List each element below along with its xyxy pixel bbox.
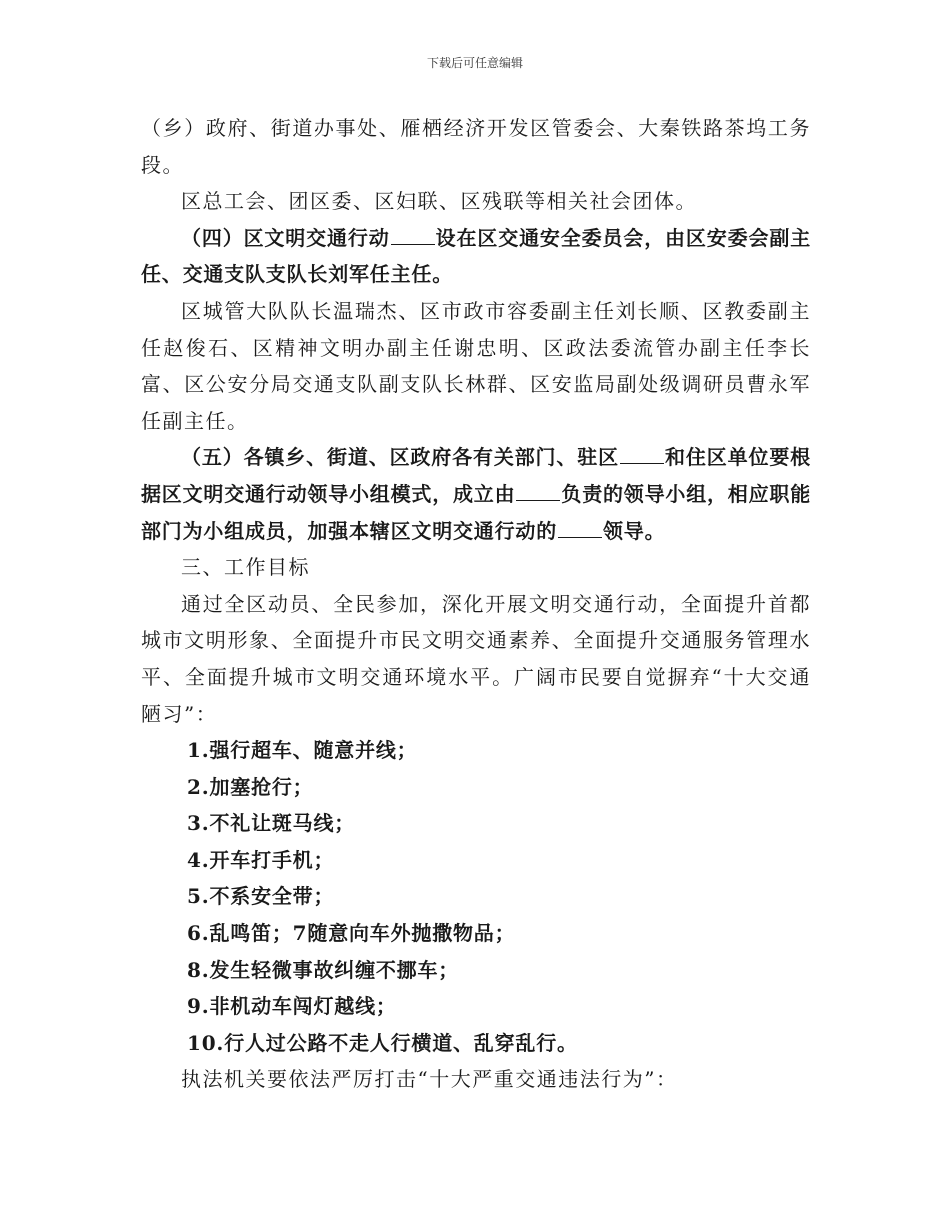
paragraph-goals: 通过全区动员、全民参加，深化开展文明交通行动，全面提升首都城市文明形象、全面提升市民文明交通素养、全面提升交通服务管理水平、全面提升城市文明交通环境水平。广阔市民要自觉摒弃“十大交通陋习”： [141,591,811,726]
section-title-goals: 三、工作目标 [181,555,310,580]
paragraph-section-four [141,220,811,293]
list-item: 1.强行超车、随意并线； [187,738,418,763]
blank-underline [620,445,664,464]
list-item: 5.不系安全带； [187,884,335,909]
section-five-part-d: 领导。 [603,518,666,543]
list-item: 8.发生轻微事故纠缠不挪车； [187,957,460,982]
section-four-lead: （四）区文明交通行动 [181,225,390,250]
paragraph-enforcement: 执法机关要依法严厉打击“十大严重交通违法行为”： [181,1067,678,1092]
list-item: 2.加塞抢行； [187,774,314,799]
document-body [141,110,811,1098]
paragraph-deputy-directors: 区城管大队队长温瑞杰、区市政市容委副主任刘长顺、区教委副主任赵俊石、区精神文明办副主任谢忠明、区政法委流管办副主任李长富、区公安分局交通支队副支队长林群、区安监局副处级调研员曹永军任副主任。 [141,298,811,433]
list-item: 9.非机动车闯灯越线； [187,994,397,1019]
paragraph-social-groups: 区总工会、团区委、区妇联、区残联等相关社会团体。 [181,189,697,214]
list-item: 6.乱鸣笛；7随意向车外抛撒物品； [187,921,516,946]
paragraph-section-five [141,439,811,549]
list-item: 4.开车打手机； [187,847,335,872]
section-five-part-b: 和住区单位要根据区文明交通行动领导小组模式，成立由 [141,445,811,506]
page-header: 下载后可任意编辑 [426,56,523,70]
list-item: 3.不礼让斑马线； [187,811,356,836]
paragraph-units-continued: （乡）政府、街道办事处、雁栖经济开发区管委会、大秦铁路茶坞工务段。 [141,116,811,177]
section-five-part-a: （五）各镇乡、街道、区政府各有关部门、驻区 [181,445,619,470]
blank-underline [516,482,560,501]
section-five-part-c: 负责的领导小组，相应职能部门为小组成员，加强本辖区文明交通行动的 [141,481,812,543]
section-four-rest: 设在区交通安全委员会，由区安委会副主任、交通支队支队长刘军任主任。 [141,225,812,287]
list-item: 10.行人过公路不走人行横道、乱穿乱行。 [187,1030,578,1055]
blank-underline [558,519,602,538]
blank-underline [391,226,435,245]
